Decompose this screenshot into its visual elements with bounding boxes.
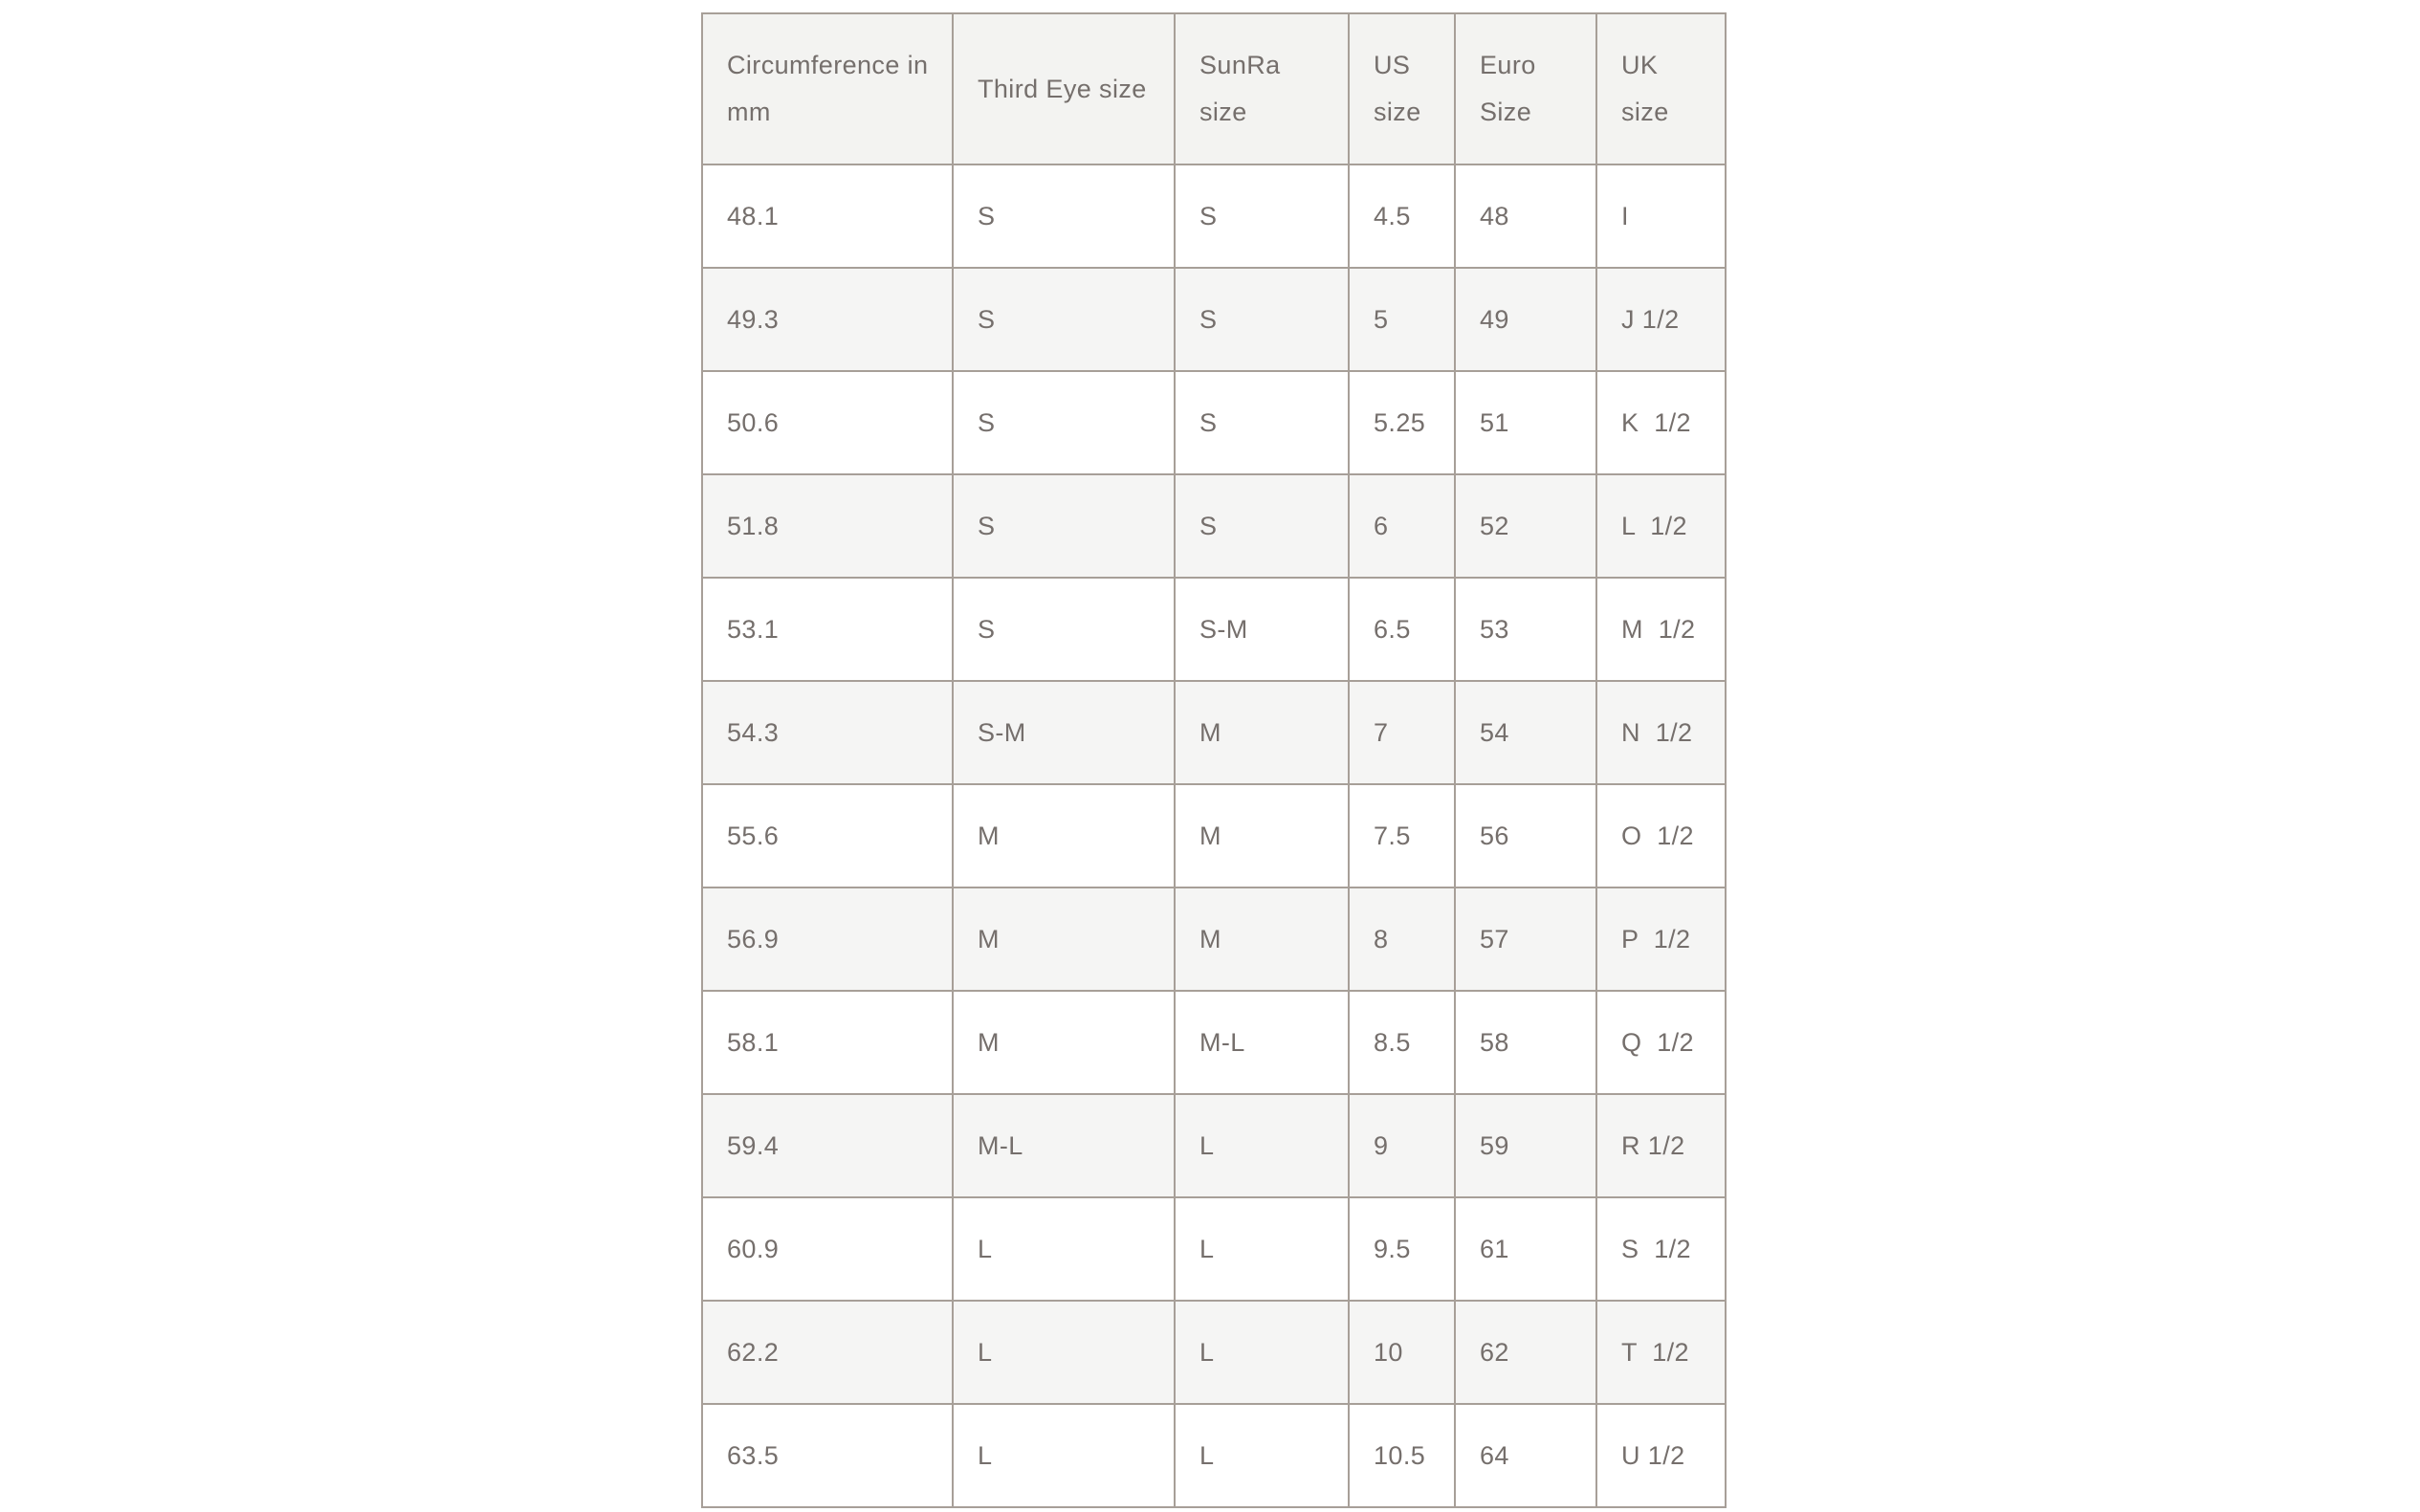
table-cell: 57 (1455, 887, 1596, 991)
table-cell: 5 (1349, 268, 1455, 371)
table-cell: S 1/2 (1596, 1197, 1726, 1301)
table-cell: K 1/2 (1596, 371, 1726, 474)
table-cell: 7 (1349, 681, 1455, 784)
column-header-us-size: US size (1349, 13, 1455, 164)
table-row (702, 1094, 1726, 1197)
ring-size-conversion-table (701, 12, 1727, 1508)
table-cell: M (953, 784, 1175, 887)
table-cell: 48.1 (702, 164, 953, 268)
table-cell: L (1175, 1094, 1349, 1197)
table-cell: I (1596, 164, 1726, 268)
table-cell: S (953, 164, 1175, 268)
table-cell: S (1175, 164, 1349, 268)
table-cell: L (953, 1197, 1175, 1301)
table-cell: L (1175, 1404, 1349, 1507)
table-cell: J 1/2 (1596, 268, 1726, 371)
table-cell: 50.6 (702, 371, 953, 474)
table-cell: 58 (1455, 991, 1596, 1094)
table-cell: 49.3 (702, 268, 953, 371)
table-cell: 6.5 (1349, 578, 1455, 681)
table-cell: 58.1 (702, 991, 953, 1094)
column-header-sunra-size: SunRa size (1175, 13, 1349, 164)
table-cell: 54 (1455, 681, 1596, 784)
table-row (702, 578, 1726, 681)
table-row (702, 164, 1726, 268)
table-cell: S-M (953, 681, 1175, 784)
table-cell: 63.5 (702, 1404, 953, 1507)
table-cell: 5.25 (1349, 371, 1455, 474)
table-cell: 52 (1455, 474, 1596, 578)
table-cell: 51.8 (702, 474, 953, 578)
table-cell: S (953, 578, 1175, 681)
table-row (702, 268, 1726, 371)
table-cell: 8.5 (1349, 991, 1455, 1094)
table-cell: N 1/2 (1596, 681, 1726, 784)
table-cell: M (953, 991, 1175, 1094)
table-cell: M (1175, 784, 1349, 887)
table-cell: M (1175, 887, 1349, 991)
table-cell: 49 (1455, 268, 1596, 371)
header-row (702, 13, 1726, 164)
table-row (702, 1404, 1726, 1507)
table-cell: 56.9 (702, 887, 953, 991)
column-header-euro-size: Euro Size (1455, 13, 1596, 164)
table-cell: 10 (1349, 1301, 1455, 1404)
table-cell: 56 (1455, 784, 1596, 887)
table-row (702, 474, 1726, 578)
table-cell: S (953, 268, 1175, 371)
table-cell: M (953, 887, 1175, 991)
table-cell: 9 (1349, 1094, 1455, 1197)
table-cell: M-L (1175, 991, 1349, 1094)
table-row (702, 784, 1726, 887)
table-cell: L (953, 1301, 1175, 1404)
table-cell: S-M (1175, 578, 1349, 681)
table-row (702, 991, 1726, 1094)
table-cell: P 1/2 (1596, 887, 1726, 991)
table-body (702, 164, 1726, 1507)
table-cell: 51 (1455, 371, 1596, 474)
table-cell: 55.6 (702, 784, 953, 887)
table-cell: 10.5 (1349, 1404, 1455, 1507)
table-cell: 60.9 (702, 1197, 953, 1301)
table-cell: O 1/2 (1596, 784, 1726, 887)
table-cell: 48 (1455, 164, 1596, 268)
column-header-third-eye-size: Third Eye size (953, 13, 1175, 164)
table-row (702, 887, 1726, 991)
table-cell: L (1175, 1197, 1349, 1301)
table-cell: M-L (953, 1094, 1175, 1197)
table-cell: U 1/2 (1596, 1404, 1726, 1507)
column-header-circumference-mm: Circumference in mm (702, 13, 953, 164)
table-cell: 53.1 (702, 578, 953, 681)
table-cell: S (953, 474, 1175, 578)
table-row (702, 1197, 1726, 1301)
table-cell: 4.5 (1349, 164, 1455, 268)
table-header (702, 13, 1726, 164)
table-cell: S (1175, 268, 1349, 371)
table-cell: 62 (1455, 1301, 1596, 1404)
table-cell: 8 (1349, 887, 1455, 991)
table-cell: T 1/2 (1596, 1301, 1726, 1404)
table-cell: L (953, 1404, 1175, 1507)
table-cell: 6 (1349, 474, 1455, 578)
table-row (702, 371, 1726, 474)
table-cell: 54.3 (702, 681, 953, 784)
table-cell: Q 1/2 (1596, 991, 1726, 1094)
table-cell: 9.5 (1349, 1197, 1455, 1301)
table-cell: S (1175, 474, 1349, 578)
table-cell: 62.2 (702, 1301, 953, 1404)
table-cell: M (1175, 681, 1349, 784)
table-cell: R 1/2 (1596, 1094, 1726, 1197)
table-cell: 59.4 (702, 1094, 953, 1197)
table-cell: 59 (1455, 1094, 1596, 1197)
table-cell: L (1175, 1301, 1349, 1404)
table-cell: 7.5 (1349, 784, 1455, 887)
table-row (702, 1301, 1726, 1404)
table-cell: 64 (1455, 1404, 1596, 1507)
table-cell: S (1175, 371, 1349, 474)
table-cell: S (953, 371, 1175, 474)
table-row (702, 681, 1726, 784)
table-cell: M 1/2 (1596, 578, 1726, 681)
table-cell: 53 (1455, 578, 1596, 681)
table-cell: 61 (1455, 1197, 1596, 1301)
table-cell: L 1/2 (1596, 474, 1726, 578)
column-header-uk-size: UK size (1596, 13, 1726, 164)
